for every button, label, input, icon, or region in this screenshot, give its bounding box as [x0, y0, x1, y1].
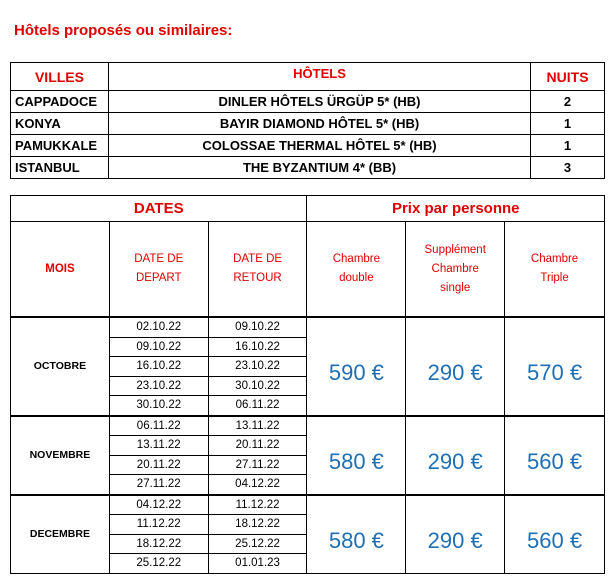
departure-date: 18.12.22	[109, 534, 208, 554]
header-line: Chambre	[530, 253, 579, 265]
month-cell: OCTOBRE	[11, 317, 110, 416]
date-retour-header	[208, 222, 307, 318]
departure-date: 11.12.22	[109, 515, 208, 535]
price-triple: 560 €	[505, 416, 605, 495]
return-date: 16.10.22	[208, 337, 307, 357]
prix-header: Prix par personne	[307, 196, 605, 222]
return-date: 11.12.22	[208, 495, 307, 515]
return-date: 20.11.22	[208, 436, 307, 456]
departure-date: 23.10.22	[109, 376, 208, 396]
price-triple: 560 €	[505, 495, 605, 574]
table-row	[11, 157, 605, 179]
city-cell: KONYA	[11, 113, 109, 135]
price-triple: 570 €	[505, 317, 605, 416]
return-date: 13.11.22	[208, 416, 307, 436]
header-line: DATE DE	[134, 253, 184, 265]
hotel-cell: COLOSSAE THERMAL HÔTEL 5* (HB)	[108, 135, 530, 157]
city-cell: PAMUKKALE	[11, 135, 109, 157]
departure-date: 30.10.22	[109, 396, 208, 416]
departure-date: 16.10.22	[109, 357, 208, 377]
return-date: 30.10.22	[208, 376, 307, 396]
header-line: Triple	[540, 272, 569, 284]
prices-header-row	[11, 196, 605, 222]
city-cell: CAPPADOCE	[11, 91, 109, 113]
departure-date: 20.11.22	[109, 455, 208, 475]
date-depart-header	[109, 222, 208, 318]
price-double: 580 €	[307, 416, 406, 495]
return-date: 04.12.22	[208, 475, 307, 495]
hotels-table	[10, 62, 605, 179]
table-row	[11, 135, 605, 157]
hotel-cell: DINLER HÔTELS ÜRGÜP 5* (HB)	[108, 91, 530, 113]
prices-table	[10, 195, 605, 574]
hotel-cell: THE BYZANTIUM 4* (BB)	[108, 157, 530, 179]
departure-date: 13.11.22	[109, 436, 208, 456]
nights-cell: 3	[531, 157, 605, 179]
header-line: single	[440, 281, 471, 294]
nights-cell: 1	[531, 135, 605, 157]
chambre-double-header	[307, 222, 406, 318]
return-date: 23.10.22	[208, 357, 307, 377]
header-line: DATE DE	[233, 253, 283, 265]
return-date: 09.10.22	[208, 317, 307, 337]
header-villes: VILLES	[11, 63, 109, 91]
price-single: 290 €	[406, 416, 505, 495]
header-line: double	[339, 272, 374, 284]
departure-date: 27.11.22	[109, 475, 208, 495]
nights-cell: 2	[531, 91, 605, 113]
table-row	[11, 113, 605, 135]
table-row	[11, 416, 605, 436]
header-line: Chambre	[431, 262, 479, 275]
hotels-header-row	[11, 63, 605, 91]
return-date: 27.11.22	[208, 455, 307, 475]
nights-cell: 1	[531, 113, 605, 135]
return-date: 18.12.22	[208, 515, 307, 535]
header-line: Supplément	[424, 243, 486, 256]
header-hotels: HÔTELS	[108, 63, 530, 91]
price-single: 290 €	[406, 495, 505, 574]
hotel-cell: BAYIR DIAMOND HÔTEL 5* (HB)	[108, 113, 530, 135]
price-single: 290 €	[406, 317, 505, 416]
departure-date: 04.12.22	[109, 495, 208, 515]
page-title: Hôtels proposés ou similaires:	[14, 22, 233, 39]
header-line: RETOUR	[233, 272, 282, 284]
month-cell: NOVEMBRE	[11, 416, 110, 495]
departure-date: 25.12.22	[109, 554, 208, 574]
chambre-triple-header	[505, 222, 605, 318]
prices-subheader-row	[11, 222, 605, 318]
table-row	[11, 91, 605, 113]
return-date: 06.11.22	[208, 396, 307, 416]
price-double: 590 €	[307, 317, 406, 416]
header-line: DEPART	[135, 272, 182, 284]
return-date: 25.12.22	[208, 534, 307, 554]
table-row	[11, 495, 605, 515]
supplement-single-header	[406, 222, 505, 318]
dates-header: DATES	[11, 196, 307, 222]
departure-date: 09.10.22	[109, 337, 208, 357]
mois-header: MOIS	[11, 222, 110, 318]
header-line: Chambre	[332, 253, 381, 265]
table-row	[11, 317, 605, 337]
city-cell: ISTANBUL	[11, 157, 109, 179]
departure-date: 06.11.22	[109, 416, 208, 436]
return-date: 01.01.23	[208, 554, 307, 574]
header-nuits: NUITS	[531, 63, 605, 91]
departure-date: 02.10.22	[109, 317, 208, 337]
price-double: 580 €	[307, 495, 406, 574]
month-cell: DECEMBRE	[11, 495, 110, 574]
